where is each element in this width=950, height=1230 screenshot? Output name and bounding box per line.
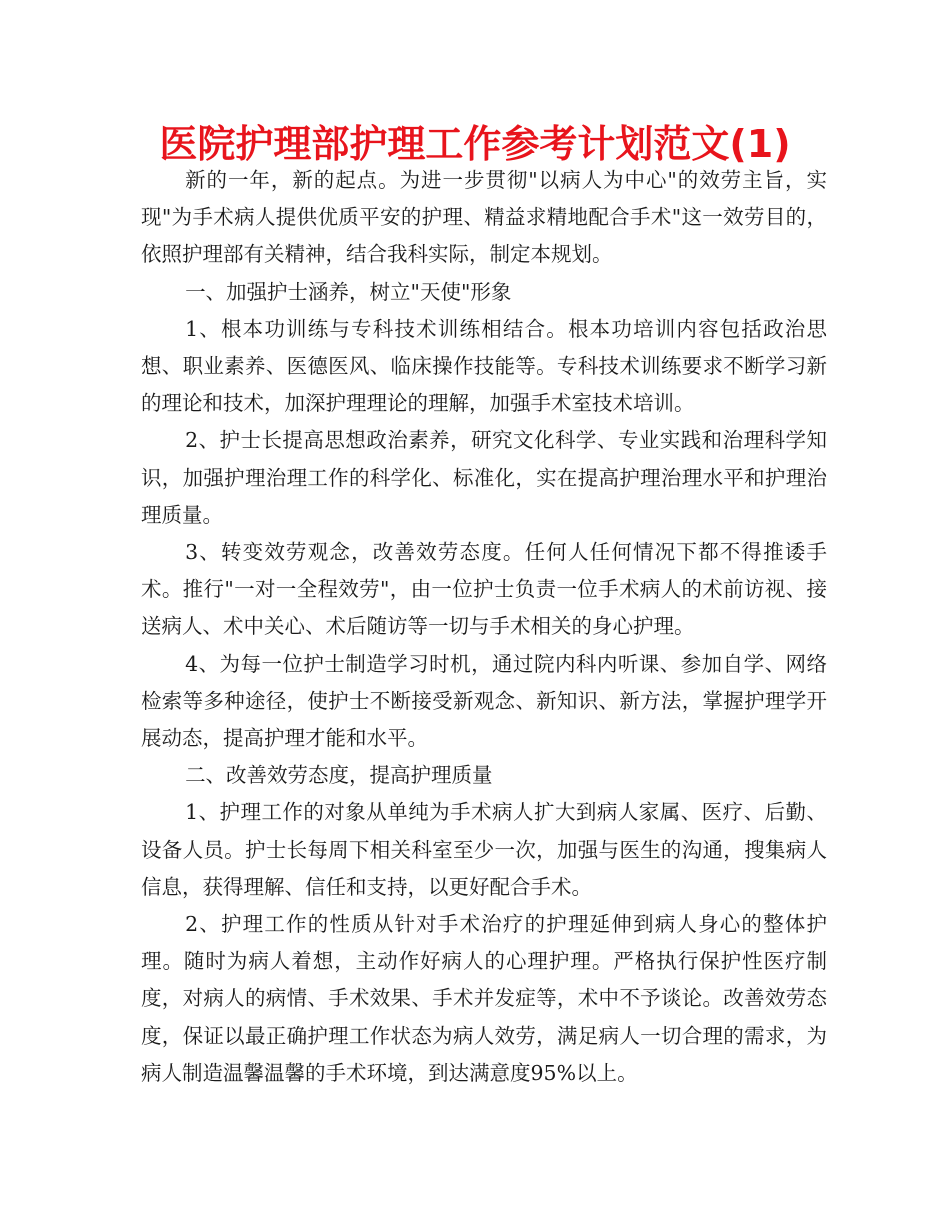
section-heading-1: 一、加强护士涵养，树立"天使"形象	[185, 279, 512, 304]
paragraph-intro: 新的一年，新的起点。为进一步贯彻"以病人为中心"的效劳主旨，实现"为手术病人提供优质平安的护理、精益求精地配合手术"这一效劳目的，依照护理部有关精神，结合我科实际，制定本规划。	[141, 168, 827, 267]
document-title: 医院护理部护理工作参考计划范文(1)	[159, 122, 791, 166]
section-heading-2: 二、改善效劳态度，提高护理质量	[185, 763, 493, 788]
document-body	[141, 162, 827, 1092]
paragraph-1-2: 2、护士长提高思想政治素养，研究文化科学、专业实践和治理科学知识，加强护理治理工作的科学化、标准化，实在提高护理治理水平和护理治理质量。	[141, 428, 827, 527]
paragraph-2-1: 1、护理工作的对象从单纯为手术病人扩大到病人家属、医疗、后勤、设备人员。护士长每周下相关科室至少一次，加强与医生的沟通，搜集病人信息，获得理解、信任和支持，以更好配合手术。	[141, 800, 827, 899]
paragraph-1-4: 4、为每一位护士制造学习时机，通过院内科内听课、参加自学、网络检索等多种途径，使护士不断接受新观念、新知识、新方法，掌握护理学开展动态，提高护理才能和水平。	[141, 651, 827, 751]
paragraph-1-1: 1、根本功训练与专科技术训练相结合。根本功培训内容包括政治思想、职业素养、医德医风、临床操作技能等。专科技术训练要求不断学习新的理论和技术，加深护理理论的理解，加强手术室技术培训。	[141, 316, 827, 416]
paragraph-2-2: 2、护理工作的性质从针对手术治疗的护理延伸到病人身心的整体护理。随时为病人着想，主动作好病人的心理护理。严格执行保护性医疗制度，对病人的病情、手术效果、手术并发症等，术中不予谈论。改善效劳态度，保证以最正确护理工作状态为病人效劳，满足病人一切合理的需求，为病人制造温馨温馨的手术环境，到达满意度95%以上。	[141, 912, 827, 1085]
paragraph-1-3: 3、转变效劳观念，改善效劳态度。任何人任何情况下都不得推诿手术。推行"一对一全程效劳"，由一位护士负责一位手术病人的术前访视、接送病人、术中关心、术后随访等一切与手术相关的身心护理。	[141, 540, 827, 639]
